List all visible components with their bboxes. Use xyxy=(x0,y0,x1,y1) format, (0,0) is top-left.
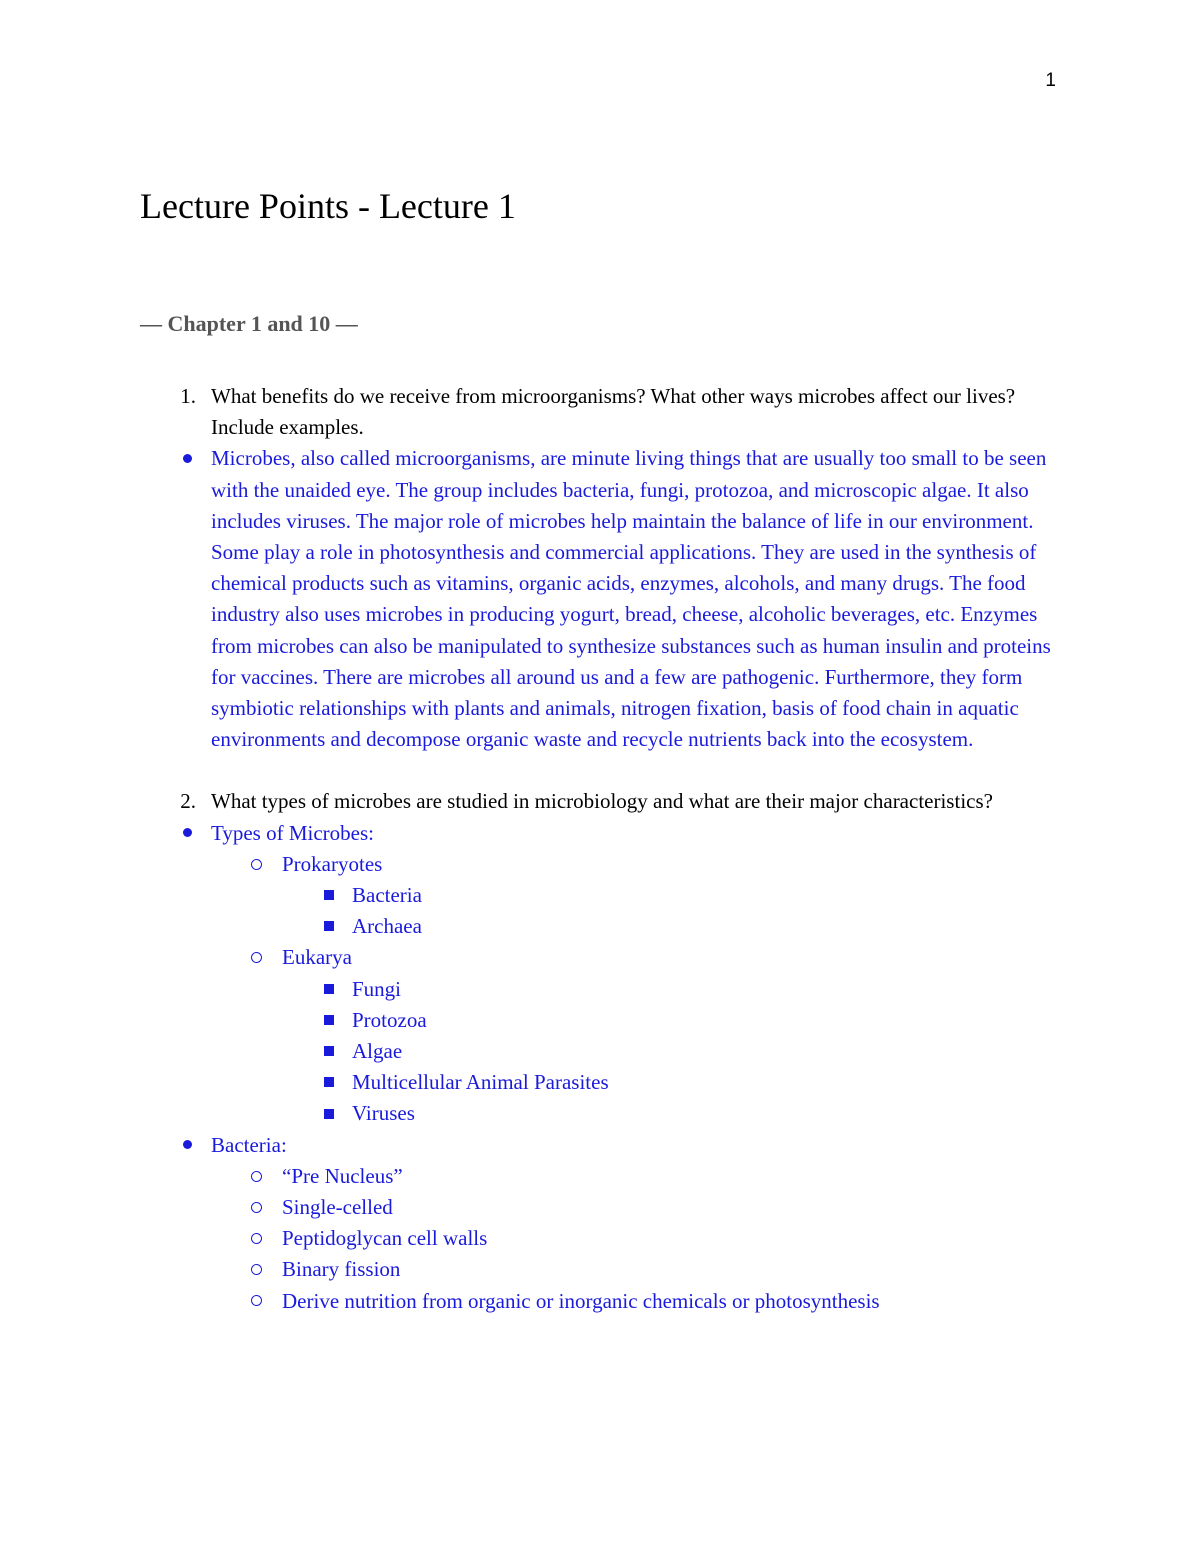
bullet-square-icon xyxy=(140,880,334,911)
list-item xyxy=(140,974,1070,1005)
list-item xyxy=(140,942,1070,973)
list-item xyxy=(140,1223,1070,1254)
document-title: Lecture Points - Lecture 1 xyxy=(140,186,516,226)
list-item xyxy=(140,1130,1070,1161)
bullet-dot-icon xyxy=(140,443,192,474)
list-item-text: Algae xyxy=(352,1039,403,1064)
bullet-ring-icon xyxy=(140,1161,262,1192)
bullet-ring-icon xyxy=(140,1223,262,1254)
list-item-text: Multicellular Animal Parasites xyxy=(352,1070,609,1095)
document-body xyxy=(140,381,1070,1317)
list-item xyxy=(140,880,1070,911)
list-item-text: Archaea xyxy=(352,914,422,939)
list-item xyxy=(140,1036,1070,1067)
question-1 xyxy=(140,381,1070,443)
bullet-square-icon xyxy=(140,1067,334,1098)
list-item xyxy=(140,1286,1070,1317)
bullet-square-icon xyxy=(140,974,334,1005)
bullet-ring-icon xyxy=(140,849,262,880)
types-heading: Types of Microbes: xyxy=(211,820,374,845)
question-number: 1. xyxy=(180,384,196,408)
bullet-square-icon xyxy=(140,911,334,942)
list-item xyxy=(140,818,1070,849)
bullet-ring-icon xyxy=(140,942,262,973)
page-number: 1 xyxy=(1045,70,1056,91)
question-text: What benefits do we receive from microorganisms? What other ways microbes affect our lives? Include examples. xyxy=(211,384,1016,440)
list-item-text: Derive nutrition from organic or inorganic chemicals or photosynthesis xyxy=(282,1288,880,1313)
bullet-square-icon xyxy=(140,1098,334,1129)
list-item-text: Viruses xyxy=(352,1101,415,1126)
bacteria-heading: Bacteria: xyxy=(211,1132,287,1157)
list-item-text: Binary fission xyxy=(282,1257,401,1282)
question-2 xyxy=(140,786,1070,817)
answer-text: Microbes, also called microorganisms, are minute living things that are usually too small to be seen with the unaided eye. The group includes bacteria, fungi, protozoa, and microscopic algae. It also includes viruses. The major role of microbes help maintain the balance of life in our environment. Some play a role in photosynthesis and commercial applications. They are used in the synthesis of chemical products such as vitamins, organic acids, enzymes, alcohols, and many drugs. The food industry also uses microbes in producing yogurt, bread, cheese, alcoholic beverages, etc. Enzymes from microbes can also be manipulated to synthesize substances such as human insulin and proteins for vaccines. There are microbes all around us and a few are pathogenic. Furthermore, they form symbiotic relationships with plants and animals, nitrogen fixation, basis of food chain in aquatic environments and decompose organic waste and recycle nutrients back into the ecosystem. xyxy=(211,446,1051,752)
bullet-square-icon xyxy=(140,1036,334,1067)
bullet-square-icon xyxy=(140,1005,334,1036)
list-item xyxy=(140,1161,1070,1192)
list-item-text: Single-celled xyxy=(282,1195,393,1220)
chapter-heading: — Chapter 1 and 10 — xyxy=(140,311,358,336)
list-item-text: Peptidoglycan cell walls xyxy=(282,1226,488,1251)
bullet-dot-icon xyxy=(140,1130,192,1161)
eukarya-label: Eukarya xyxy=(282,945,352,970)
list-item xyxy=(140,1005,1070,1036)
list-item-text: Bacteria xyxy=(352,883,422,908)
list-item xyxy=(140,849,1070,880)
bullet-ring-icon xyxy=(140,1192,262,1223)
list-item xyxy=(140,1098,1070,1129)
list-item-text: Protozoa xyxy=(352,1007,427,1032)
list-item xyxy=(140,1067,1070,1098)
question-number: 2. xyxy=(180,789,196,814)
list-item-text: Fungi xyxy=(352,976,402,1001)
prokaryotes-label: Prokaryotes xyxy=(282,851,383,876)
bullet-ring-icon xyxy=(140,1286,262,1317)
list-item-text: “Pre Nucleus” xyxy=(282,1163,403,1188)
question-text: What types of microbes are studied in microbiology and what are their major characteristics? xyxy=(211,789,993,814)
list-item xyxy=(140,1254,1070,1285)
list-item xyxy=(140,911,1070,942)
bullet-ring-icon xyxy=(140,1254,262,1285)
list-item xyxy=(140,1192,1070,1223)
bullet-dot-icon xyxy=(140,818,192,849)
answer-1 xyxy=(140,443,1070,755)
